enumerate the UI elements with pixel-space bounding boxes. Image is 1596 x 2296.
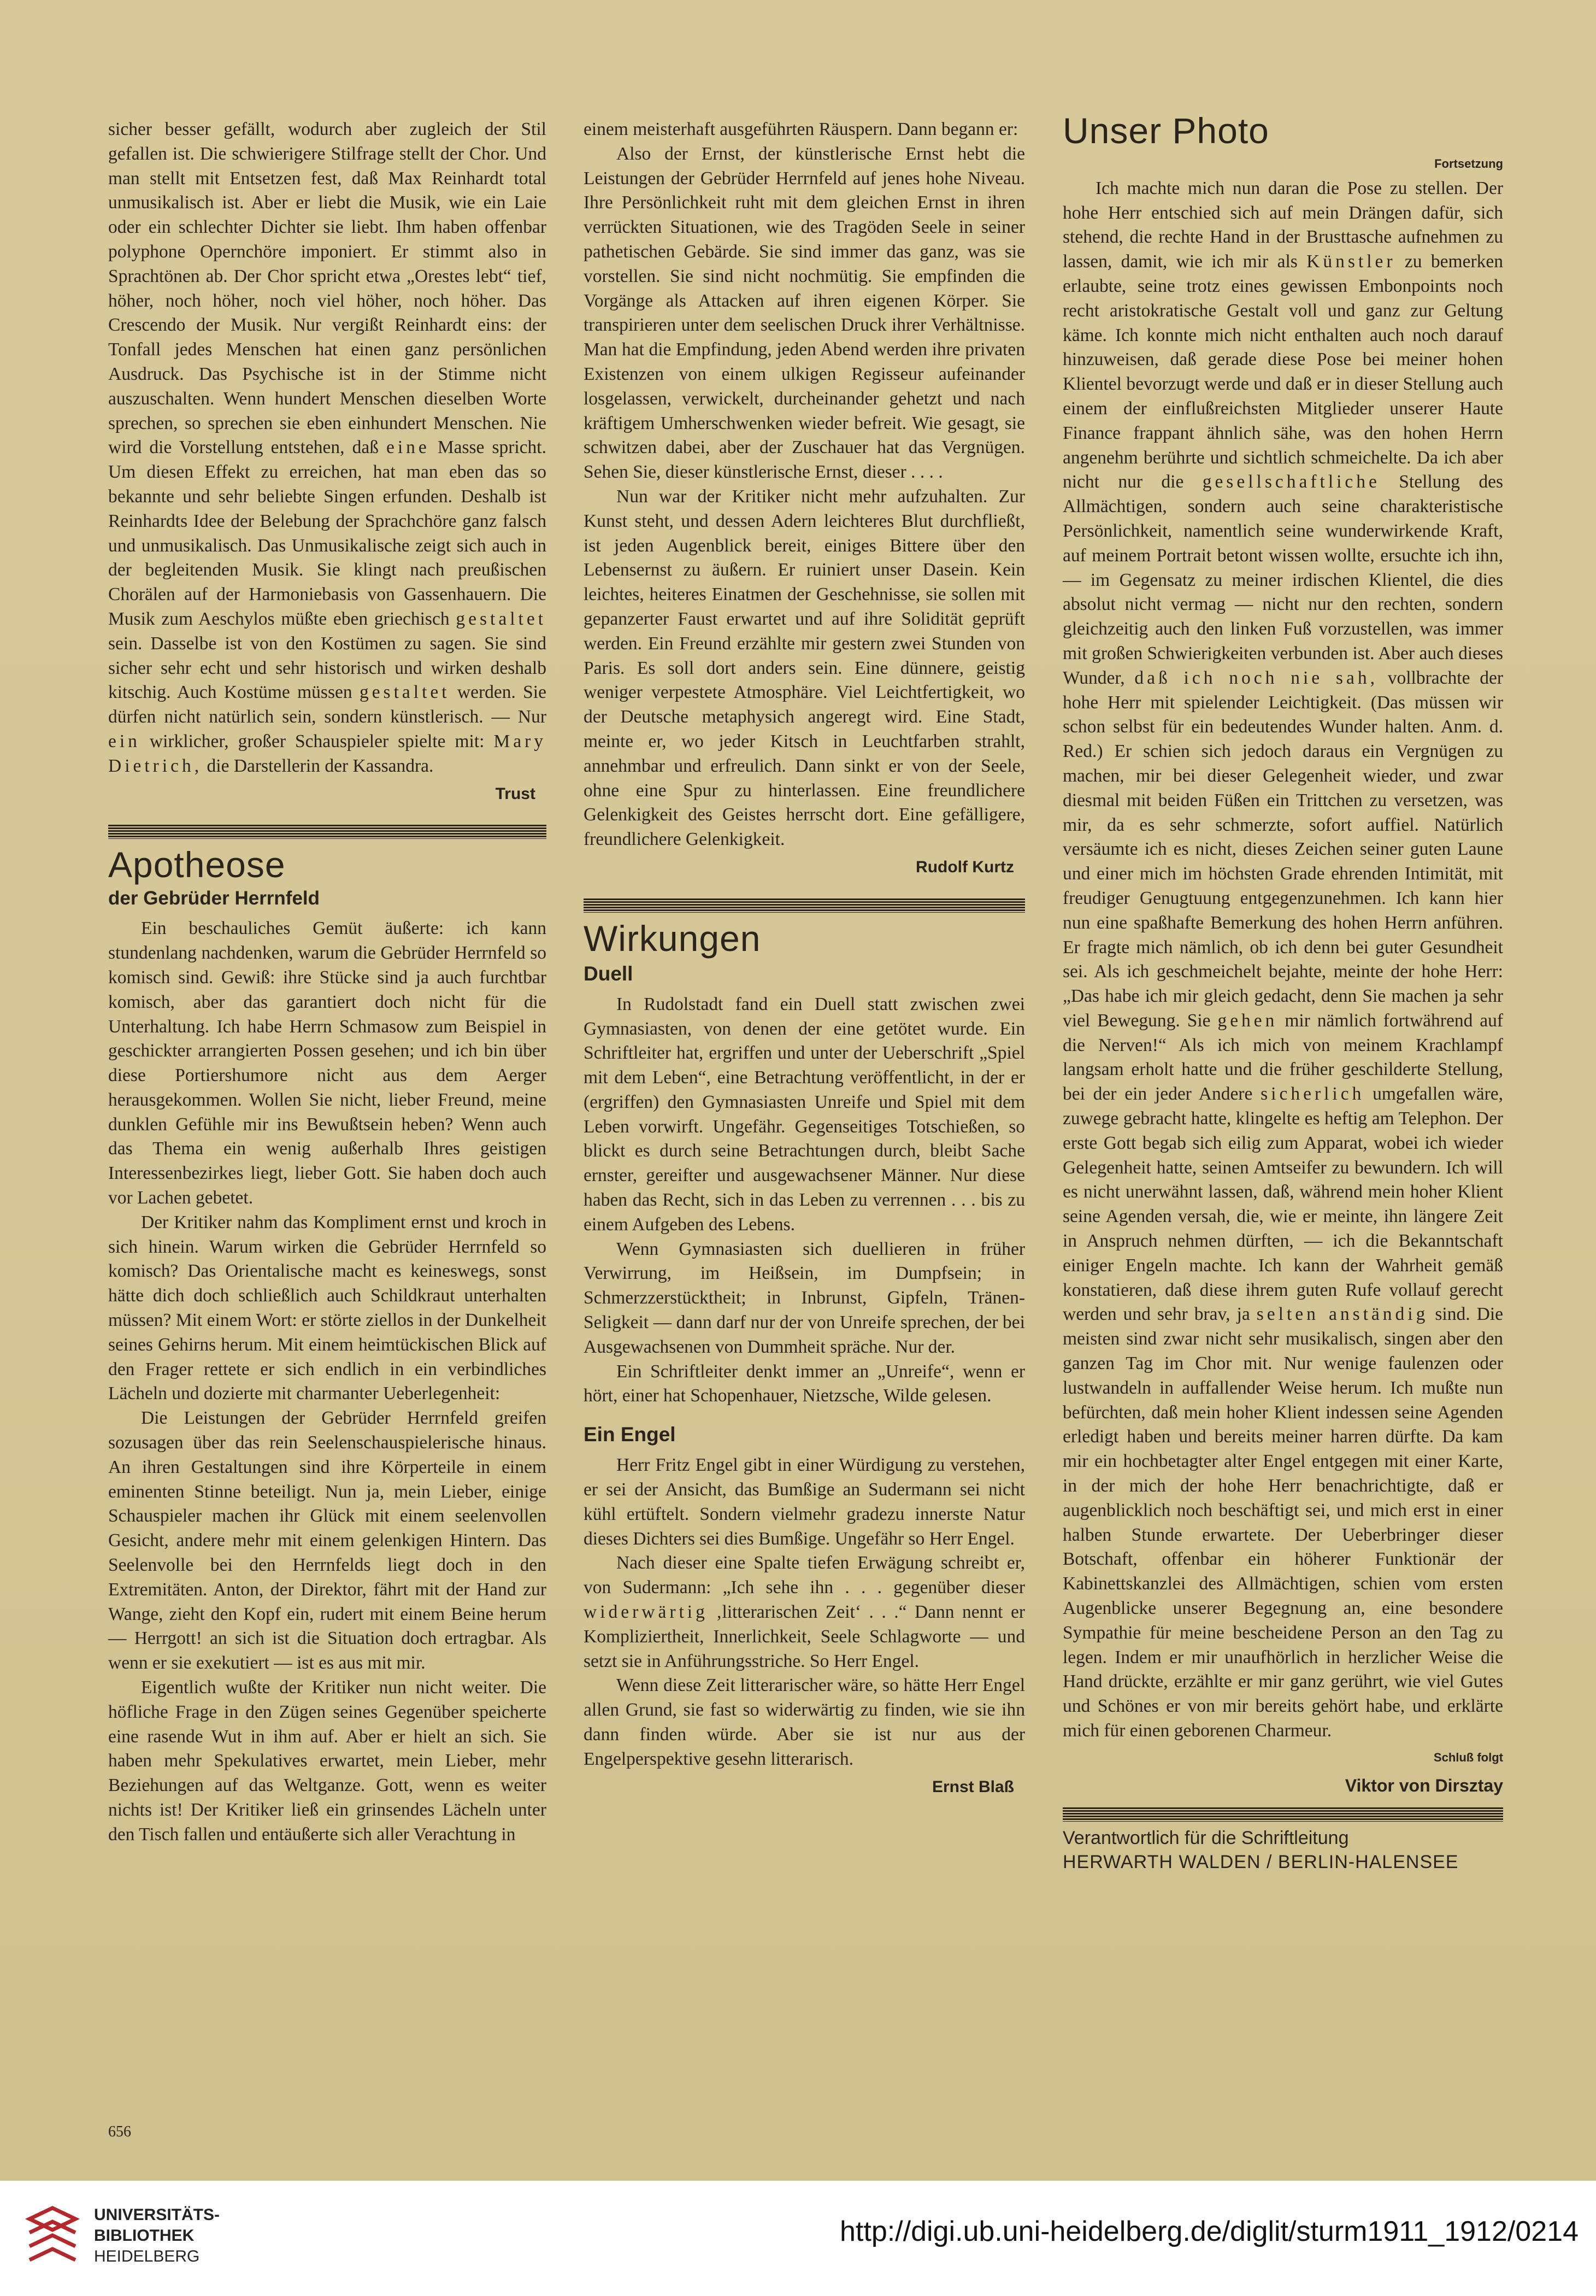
column-left bbox=[108, 118, 546, 1847]
article-subtitle: der Gebrüder Herrnfeld bbox=[108, 888, 320, 909]
article-paragraph: Nun war der Kritiker nicht mehr aufzuhalten. Zur Kunst steht, und dessen Adern leichteres Blut durchfließt, ist jeden Augenblick bereit, einiges Bittere über den Lebensernst zu äußern. Er ruiniert unser Dasein. Kein leichtes, heiteres Einatmen der Geschehnisse, sie sollen mit gepanzerter Faust erwartet und auf ihre Solidität geprüft werden. Ein Freund erzählte mir gestern zwei Stunden von Paris. Es soll dort anders sein. Eine dünnere, geistig weniger verpestete Atmosphäre. Viel Leichtfertigkeit, wo der Deutsche metaphysich angeregt wird. Eine Stadt, meinte er, wo jeder Kitsch in Leuchtfarben strahlt, annehmbar und erfreulich. Dann sinkt er von der Seele, ohne eine Spur zu hinterlassen. Eine freundlichere Gelenkigkeit des Geistes herrscht dort. Eine gefälligere, freundlichere Gelenkigkeit. bbox=[584, 486, 1025, 850]
article-paragraph: Ein beschauliches Gemüt äußerte: ich kann stundenlang nachdenken, warum die Gebrüder Herrnfeld so komisch sind. Gewiß: ihre Stücke sind ja auch furchtbar komisch, aber das garantiert doch nicht für die Unterhaltung. Ich habe Herrn Schmasow zum Beispiel in geschickter arrangierten Possen gesehen; und ich bin über diese Portiershumore nicht aus dem Aerger herausgekommen. Wollen Sie nicht, lieber Freund, meine dunklen Gefühle mir ins Bewußtsein heben? Wenn auch das Thema ein wenig außerhalb Ihres geistigen Interessenbezirkes liegt, lieber Gott. Sie haben doch auch vor Lachen gebetet. bbox=[108, 918, 546, 1208]
section-divider bbox=[584, 899, 1025, 913]
article-paragraph: einem meisterhaft ausgeführten Räuspern. Dann begann er: bbox=[584, 119, 1018, 139]
editor-address: HERWARTH WALDEN / BERLIN-HALENSEE bbox=[1063, 1852, 1459, 1873]
continued-note: Fortsetzung bbox=[1434, 157, 1503, 171]
article-paragraph: In Rudolstadt fand ein Duell statt zwischen zwei Gymnasiasten, von denen der eine getötet wurde. Ein Schriftleiter hat, ergriffen und unter der Ueberschrift „Spiel mit dem Leben“, eine Betrachtung veröffentlicht, in der er (ergriffen) den Gymnasiasten Unreife und Spiel mit dem Leben vorwirft. Ungefähr. Gegenseitiges Totschießen, so blickt es durch seine Betrachtungen durch, bleibt Sache ernster, gereifter und ausgewachsener Männer. Nur diese haben das Recht, sich in das Leben zu verrennen . . . bis zu einem Aufgeben des Lebens. bbox=[584, 994, 1025, 1235]
section-heading: Duell bbox=[584, 962, 633, 985]
author-signature: Rudolf Kurtz bbox=[916, 858, 1014, 876]
author-signature: Viktor von Dirsztay bbox=[1345, 1775, 1503, 1795]
column-right bbox=[1063, 109, 1503, 1874]
page-number: 656 bbox=[108, 2123, 131, 2140]
article-paragraph: Wenn Gymnasiasten sich duellieren in früher Verwirrung, im Heißsein, im Dumpfsein; in Schmerzzerstücktheit; in Inbrunst, Gipfeln, Tränen-Seligkeit — dann darf nur der von Unreife sprechen, der bei Ausgewachsenen von Dummheit spräche. Nur der. bbox=[584, 1238, 1025, 1357]
author-signature: Ernst Blaß bbox=[932, 1777, 1014, 1796]
section-divider bbox=[1063, 1807, 1503, 1822]
source-url-link[interactable]: http://digi.ub.uni-heidelberg.de/diglit/sturm1911_1912/0214 bbox=[840, 2216, 1579, 2247]
article-paragraph: Herr Fritz Engel gibt in einer Würdigung zu verstehen, er sei der Ansicht, das Bumßige an Sudermann sei nicht kühl ertüftelt. Sondern vielmehr gradezu innerste Natur dieses Dichters sei dies Bumßige. Ungefähr so Herr Engel. bbox=[584, 1455, 1025, 1549]
column-middle bbox=[584, 118, 1025, 1799]
article-title: Apotheose bbox=[108, 844, 286, 885]
section-divider bbox=[108, 825, 546, 839]
article-paragraph: Ich machte mich nun daran die Pose zu stellen. Der hohe Herr entschied sich auf mein Drängen dafür, sich stehend, die rechte Hand in der Brusttasche aufnehmen zu lassen, damit, wie ich mir als Künstler zu bemerken erlaubte, seine trotz eines gewissen Embonpoints noch recht aristokratische Gestalt voll und ganz zur Geltung käme. Ich konnte mich nicht enthalten auch noch darauf hinzuweisen, daß gerade diese Pose bei meiner hohen Klientel bevorzugt werde und daß er in dieser Stellung auch einem der einflußreichsten Mitglieder unserer Haute Finance frappant ähnlich sähe, was den hohen Herrn angenehm berührte und sichtlich schmeichelte. Da ich aber nicht nur die gesellschaftliche Stellung des Allmächtigen, sondern auch seine charakteristische Persönlichkeit, namentlich seine wunderwirkende Kraft, auf meinem Portrait betont wissen wollte, ersuchte ich ihn, — im Gegensatz zu meiner irdischen Klientel, die dies absolut nicht vermag — nicht nur den rechten, sondern gleichzeitig auch den linken Fuß vorzustellen, was immer mit großen Schwierigkeiten verbunden ist. Aber auch dieses Wunder, daß ich noch nie sah, vollbrachte der hohe Herr mit spielender Leichtigkeit. (Das müssen wir schon selbst für ein bedeutendes Wunder halten. Anm. d. Red.) Er schien sich jedoch daraus ein Vergnügen zu machen, mir bei dieser Gelegenheit wieder, und zwar diesmal mit beiden Füßen ein Trittchen zu versetzen, was mir, da es sehr schmerzte, sofort auffiel. Natürlich versäumte ich es nicht, dieses Zeichen seiner guten Laune und einer mich im höchsten Grade ehrenden Intimität, mit freudiger Genugtuung entgegenzunehmen. Ich kann hier nun eine spaßhafte Bemerkung des hohen Herrn anführen. Er fragte mich nämlich, ob ich denn bei guter Gesundheit sei. Als ich geschmeichelt bejahte, meinte der hohe Herr: „Das habe ich mir gleich gedacht, denn Sie machen ja sehr viel Bewegung. Sie gehen mir nämlich fortwährend auf die Nerven!“ Als ich mich von meinem Krachlampf langsam erholt hatte und die früher geschilderte Stellung, bei der ein jeder Andere sicherlich umgefallen wäre, zuwege gebracht hatte, klingelte es heftig am Telephon. Der erste Gott begab sich eilig zum Apparat, wobei ich wieder Gelegenheit hatte, seinen Amtseifer zu bewundern. Ich will es nicht unerwähnt lassen, daß, während mein hoher Klient seine Agenden versah, die, wie er meinte, ihn längere Zeit in Anspruch nehmen dürften, — ich die Bekanntschaft einiger Engeln machte. Ich kann der Wahrheit gemäß konstatieren, daß diese ihrem guten Rufe vollauf gerecht werden und sehr brav, ja selten anständig sind. Die meisten sind zwar nicht sehr musikalisch, singen aber den ganzen Tag im Chor mit. Nur wenige faulenzen oder lustwandeln in auffallender Weise herum. Ich mußte nun befürchten, daß mein hoher Klient indessen seine Agenden erledigt haben und bereits meiner harren dürfte. Da kam mir ein hochbetagter alter Engel entgegen mit einer Karte, in der mich der hohe Herr benachrichtigte, daß er augenblicklich noch beschäftigt sei, und mich erst in einer halben Stunde erwartete. Der Ueberbringer dieser Botschaft, offenbar ein höherer Funktionär der Kabinettskanzlei des Allmächtigen, schien vom ersten Augenblicke unserer Begegnung an, eine besondere Sympathie für meine bescheidene Person an den Tag zu legen. Indem er mir unaufhörlich in herzlicher Weise die Hand drückte, erzählte er mir ganz gerührt, wie viel Gutes und Schönes er von mir bereits gehört habe, und erklärte mich für einen geborenen Charmeur. bbox=[1063, 178, 1504, 1741]
author-signature: Trust bbox=[495, 784, 535, 803]
article-title: Wirkungen bbox=[584, 918, 761, 959]
article-paragraph: sicher besser gefällt, wodurch aber zugleich der Stil gefallen ist. Die schwierigere Stilfrage stellt der Chor. Und man stellt mit Entsetzen fest, daß Max Reinhardt total unmusikalisch ist. Aber er liebt die Musik, wie ein Laie oder ein schlechter Dichter sie liebt. Ihm haben offenbar polyphone Opernchöre imponiert. Er stimmt also in Sprachtönen ab. Der Chor spricht etwa „Orestes lebt“ tief, höher, noch höher, noch viel höher, noch höher. Das Crescendo der Musik. Nur vergißt Reinhardt eins: der Tonfall jedes Menschen hat einen ganz persönlichen Ausdruck. Das Psychische ist in der Stimme nicht auszuschalten. Wenn hundert Menschen dieselben Worte sprechen, so sprechen sie eben einhundert Menschen. Nie wird die Vorstellung entstehen, daß eine Masse spricht. Um diesen Effekt zu erreichen, hat man eben das so bekannte und sehr beliebte Singen erfunden. Deshalb ist Reinhardts Idee der Belebung der Sprachchöre ganz falsch und unmusikalisch. Das Unmusikalische zeigt sich auch in der begleitenden Musik. Sie klingt nach preußischen Chorälen auf der Harmoniebasis von Gassenhauern. Die Musik zum Aeschylos müßte eben griechisch gestaltet sein. Dasselbe ist von den Kostümen zu sagen. Sie sind sicher sehr echt und sehr historisch und wirken deshalb kitschig. Auch Kostüme müssen gestaltet werden. Sie dürfen nicht natürlich sein, sondern künstlerisch. — Nur ein wirklicher, großer Schauspieler spielte mit: Mary Dietrich, die Darstellerin der Kassandra. bbox=[108, 119, 547, 776]
article-paragraph: Nach dieser eine Spalte tiefen Erwägung schreibt er, von Sudermann: „Ich sehe ihn . . . gegenüber dieser widerwärtig ‚litterarischen Zeit‘ . . .“ Dann nennt er Kompliziertheit, Innerlichkeit, Seele Schlagworte — und setzt sie in Anführungsstriche. So Herr Engel. bbox=[584, 1553, 1025, 1671]
article-paragraph: Wenn diese Zeit litterarischer wäre, so hätte Herr Engel allen Grund, sie fast so widerwärtig zu finden, wie sie ihn dann finden würde. Aber sie ist nur aus der Engelperspektive gesehn litterarisch. bbox=[584, 1675, 1025, 1769]
article-paragraph: Ein Schriftleiter denkt immer an „Unreife“, wenn er hört, einer hat Schopenhauer, Nietzsche, Wilde gelesen. bbox=[584, 1361, 1025, 1406]
editor-responsibility: Verantwortlich für die Schriftleitung bbox=[1063, 1828, 1349, 1849]
article-paragraph: Der Kritiker nahm das Kompliment ernst und kroch in sich hinein. Warum wirken die Gebrüder Herrnfeld so komisch? Das Orientalische macht es keineswegs, sonst hätte dich doch schließlich auch Schildkraut unterhalten müssen? Mit einem Wort: er störte ziellos in der Dunkelheit seines Gehirns herum. Mit einem heimtückischen Blick auf den Frager rettete er sich endlich in ein verbindliches Lächeln und dozierte mit charmanter Ueberlegenheit: bbox=[108, 1212, 546, 1404]
section-heading: Ein Engel bbox=[584, 1423, 676, 1446]
library-name: UNIVERSITÄTS- BIBLIOTHEK HEIDELBERG bbox=[94, 2206, 220, 2265]
article-paragraph: Also der Ernst, der künstlerische Ernst hebt die Leistungen der Gebrüder Herrnfeld auf jenes hohe Niveau. Ihre Persönlichkeit ruht mit dem gleichen Ernst in ihren verrückten Situationen, wie des Tragöden Seele in seiner pathetischen Gebärde. Sie sind immer das ganz, was sie vorstellen. Sie sind nicht nochmütig. Sie empfinden die Vorgänge als Attacken auf ihren eigenen Körper. Sie transpirieren unter dem seelischen Druck ihrer Verhältnisse. Man hat die Empfindung, jeden Abend werden ihre privaten Existenzen von einem ulkigen Regisseur aufeinander losgelassen, verwickelt, durcheinander gehetzt und nach kräftigem Umherschwenken wieder befreit. Wie gesagt, sie schwitzen dabei, aber der Zuschauer hat das Vergnügen. Sehen Sie, dieser künstlerische Ernst, dieser . . . . bbox=[584, 143, 1025, 483]
library-logo-icon bbox=[20, 2203, 85, 2268]
article-title: Unser Photo bbox=[1063, 110, 1269, 151]
article-paragraph: Die Leistungen der Gebrüder Herrnfeld greifen sozusagen über das rein Seelenschauspielerische hinaus. An ihren Gestaltungen sind ihre Körperteile in einem eminenten Stinne beteiligt. Nun ja, mein Lieber, einige Schauspieler machen ihr Glück mit einem seelenvollen Gesicht, andere mehr mit einem gelenkigen Hintern. Das Seelenvolle bei den Herrnfelds liegt doch in den Extremitäten. Anton, der Direktor, fährt mit der Hand zur Wange, zieht den Kopf ein, rudert mit einem Beine herum — Herrgott! an sich ist die Situation doch ertragbar. Als wenn er sie exekutiert — ist es aus mit mir. bbox=[108, 1408, 546, 1673]
to-be-continued-note: Schluß folgt bbox=[1433, 1750, 1503, 1764]
article-paragraph: Eigentlich wußte der Kritiker nun nicht weiter. Die höfliche Frage in den Zügen seines Gegenüber speicherte eine rasende Wut in ihm auf. Aber er hielt an sich. Sie haben mehr Spekulatives erwartet, mein Lieber, mehr Beziehungen auf das Weltganze. Gott, wenn es weiter nichts ist! Der Kritiker ließ ein grinsendes Lächeln unter den Tisch fallen und entäußerte sich aller Verachtung in bbox=[108, 1677, 546, 1845]
